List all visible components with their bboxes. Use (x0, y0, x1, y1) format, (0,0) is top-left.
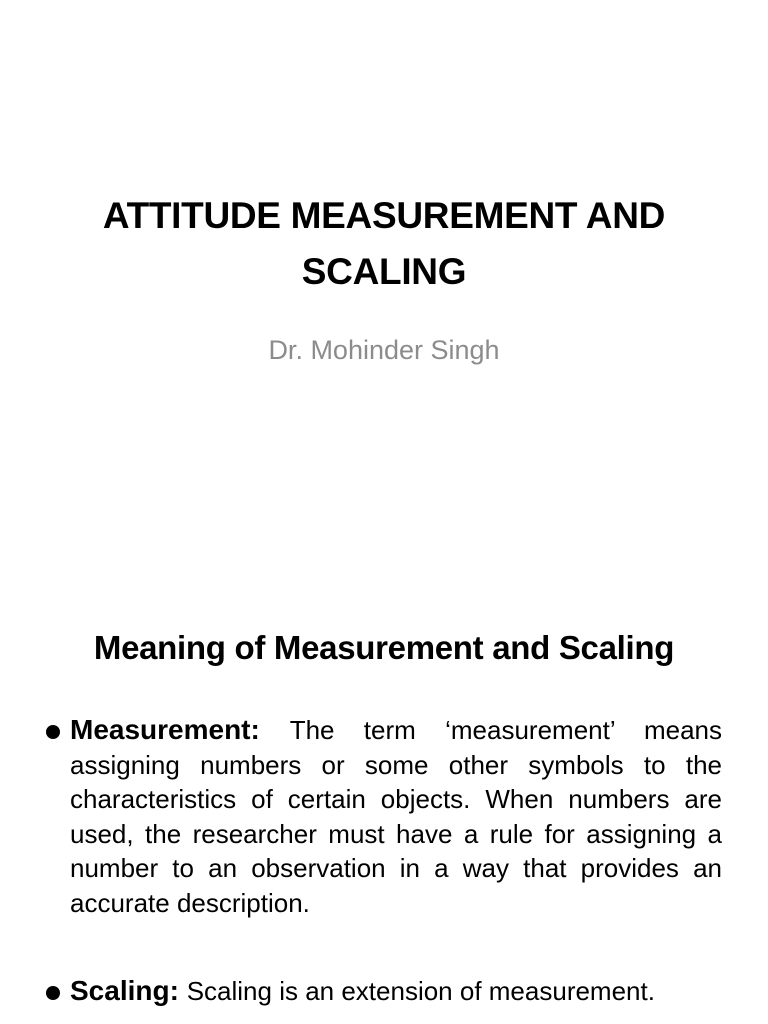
bullet-list (42, 713, 722, 1024)
bullet-measurement (42, 713, 722, 920)
bullet-term: Measurement: (70, 714, 290, 745)
content-slide (0, 576, 768, 1024)
bullet-dot-icon (46, 725, 60, 739)
bullet-text: Scaling is an extension of measurement. (186, 976, 655, 1006)
bullet-text: The term ‘measurement’ means assigning numbers or some other symbols to the characteristics of certain objects. When numbers are used, the researcher must have a rule for assigning a number to an observation in a way that provides an accurate description. (70, 715, 722, 918)
slide-heading: Meaning of Measurement and Scaling (93, 629, 675, 666)
bullet-dot-icon (46, 986, 60, 1000)
bullet-scaling (42, 974, 722, 1009)
bullet-term: Scaling: (70, 975, 187, 1006)
author-subtitle: Dr. Mohinder Singh (268, 335, 500, 365)
presentation-title: ATTITUDE MEASUREMENT AND SCALING (102, 195, 666, 292)
